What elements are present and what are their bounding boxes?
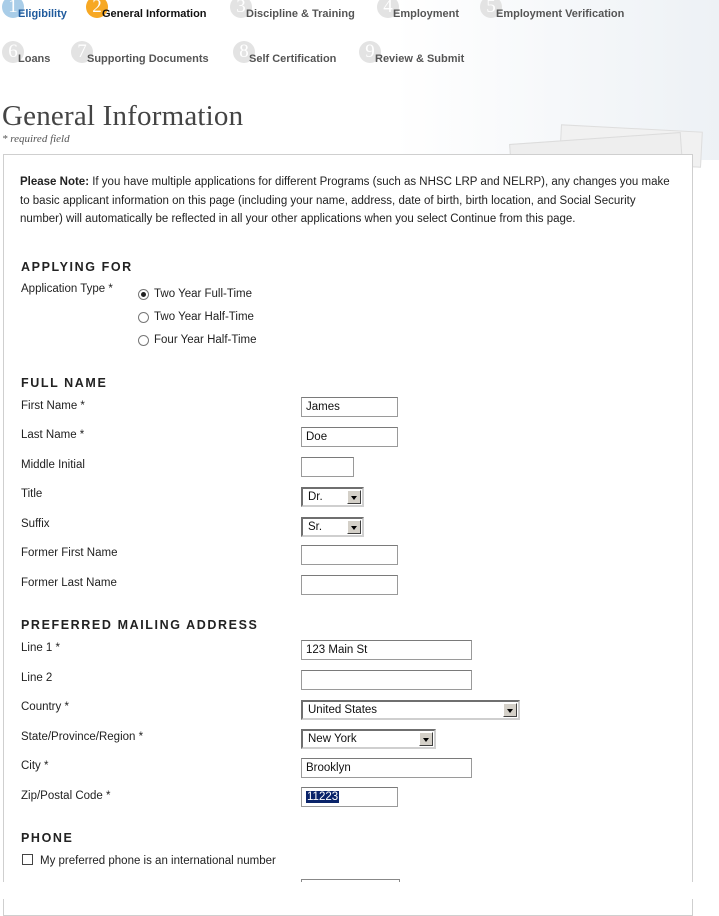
step-label-eligibility[interactable]: Eligibility — [18, 8, 67, 20]
former-first-name-field[interactable] — [301, 545, 398, 565]
middle-initial-field[interactable] — [301, 457, 354, 477]
step-label-discipline-training[interactable]: Discipline & Training — [246, 8, 355, 20]
radio-four-year-half-time[interactable] — [138, 334, 256, 346]
step-label-employment[interactable]: Employment — [393, 8, 460, 20]
page-bottom — [0, 882, 719, 899]
dropdown-arrow-icon[interactable] — [503, 703, 517, 717]
step-number-5: 5 — [480, 0, 502, 18]
step-number-1: 1 — [2, 0, 24, 18]
please-note-text: If you have multiple applications for different Programs (such as NHSC LRP and NELRP), any changes you make to basic applicant information on this page (including your name, address, date of birth, birth location, and Social Security number) will automatically be reflected in all your other applications when you select Continue from this page. — [20, 176, 670, 225]
title-label: Title — [21, 488, 43, 500]
middle-initial-label: Middle Initial — [21, 459, 85, 471]
country-select-value: United States — [308, 704, 378, 716]
step-label-employment-verification[interactable]: Employment Verification — [496, 8, 625, 20]
step-employment[interactable] — [377, 2, 459, 26]
last-name-field[interactable]: Doe — [301, 427, 398, 447]
zip-label: Zip/Postal Code * — [21, 790, 111, 802]
dropdown-arrow-icon[interactable] — [347, 520, 361, 534]
former-last-name-label: Former Last Name — [21, 577, 117, 589]
please-note-lead: Please Note: — [20, 176, 90, 188]
address-line2-label: Line 2 — [21, 672, 53, 684]
first-name-label: First Name * — [21, 400, 85, 412]
step-number-9: 9 — [359, 41, 381, 63]
application-type-label: Application Type * — [21, 283, 113, 295]
please-note — [20, 173, 670, 229]
address-line1-field[interactable]: 123 Main St — [301, 640, 472, 660]
step-supporting-documents[interactable] — [71, 41, 209, 71]
former-first-name-label: Former First Name — [21, 547, 118, 559]
section-phone: PHONE — [21, 831, 74, 845]
international-phone-label[interactable]: My preferred phone is an international number — [40, 855, 276, 867]
step-label-review-submit[interactable]: Review & Submit — [375, 53, 465, 65]
step-number-8: 8 — [233, 41, 255, 63]
step-label-self-certification[interactable]: Self Certification — [249, 53, 337, 65]
section-mailing-address: PREFERRED MAILING ADDRESS — [21, 618, 259, 632]
dropdown-arrow-icon[interactable] — [419, 732, 433, 746]
international-phone-checkbox[interactable] — [22, 854, 33, 865]
city-label: City * — [21, 760, 49, 772]
state-label: State/Province/Region * — [21, 731, 144, 743]
suffix-label: Suffix — [21, 518, 50, 530]
address-line2-field[interactable] — [301, 670, 472, 690]
zip-field[interactable] — [301, 787, 398, 807]
radio-two-year-half-time[interactable] — [138, 311, 254, 323]
radio-button[interactable] — [138, 312, 149, 323]
country-select[interactable] — [301, 700, 520, 720]
country-label: Country * — [21, 701, 69, 713]
section-full-name: FULL NAME — [21, 376, 108, 390]
step-number-6: 6 — [2, 41, 24, 63]
last-name-label: Last Name * — [21, 429, 85, 441]
former-last-name-field[interactable] — [301, 575, 398, 595]
step-discipline-training[interactable] — [230, 2, 355, 26]
step-number-4: 4 — [377, 0, 399, 18]
step-label-loans[interactable]: Loans — [18, 53, 51, 65]
first-name-field[interactable]: James — [301, 397, 398, 417]
state-select-value: New York — [308, 733, 357, 745]
step-eligibility[interactable] — [2, 2, 67, 26]
radio-label[interactable]: Two Year Full-Time — [154, 288, 252, 300]
title-select-value: Dr. — [308, 491, 323, 503]
section-applying-for: APPLYING FOR — [21, 260, 133, 274]
city-field[interactable]: Brooklyn — [301, 758, 472, 778]
step-employment-verification[interactable] — [480, 2, 624, 26]
step-label-supporting-documents[interactable]: Supporting Documents — [87, 53, 209, 65]
title-select[interactable] — [301, 487, 364, 507]
dropdown-arrow-icon[interactable] — [347, 490, 361, 504]
radio-label[interactable]: Two Year Half-Time — [154, 311, 254, 323]
step-number-3: 3 — [230, 0, 252, 18]
suffix-select-value: Sr. — [308, 521, 323, 533]
step-loans[interactable] — [2, 41, 51, 71]
step-review-submit[interactable] — [359, 41, 465, 71]
zip-field-selected-text: 11223 — [307, 791, 339, 803]
step-number-7: 7 — [71, 41, 93, 63]
radio-button-checked[interactable] — [138, 289, 149, 300]
step-self-certification[interactable] — [233, 41, 337, 71]
radio-button[interactable] — [138, 335, 149, 346]
radio-label[interactable]: Four Year Half-Time — [154, 334, 257, 346]
step-label-general-information[interactable]: General Information — [102, 8, 207, 20]
step-general-information[interactable] — [86, 2, 207, 26]
required-field-note: * required field — [2, 133, 70, 145]
state-select[interactable] — [301, 729, 436, 749]
page-title: General Information — [2, 100, 244, 132]
step-number-2: 2 — [86, 0, 108, 18]
radio-two-year-full-time[interactable] — [138, 288, 252, 300]
address-line1-label: Line 1 * — [21, 642, 61, 654]
suffix-select[interactable] — [301, 517, 364, 537]
